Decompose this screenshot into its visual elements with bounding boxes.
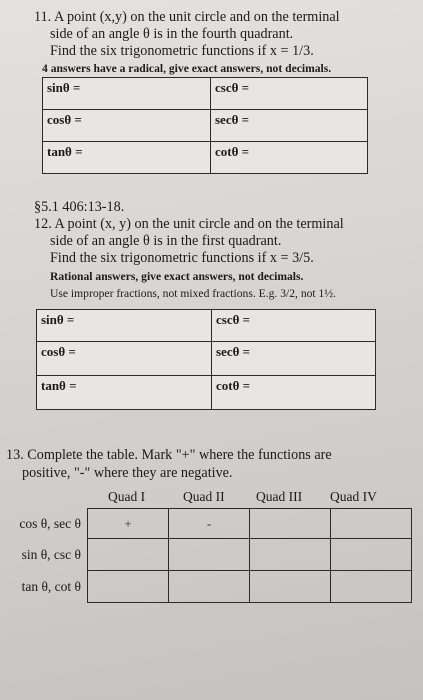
header-quad-2: Quad II bbox=[183, 489, 225, 504]
q11-sec-cell: secθ = bbox=[211, 110, 368, 142]
row-label-sin-csc: sin θ, csc θ bbox=[21, 546, 81, 562]
header-quad-1: Quad I bbox=[108, 489, 146, 504]
q12-tan-cell: tanθ = bbox=[37, 376, 212, 410]
sign-table bbox=[0, 508, 412, 603]
q12-line3: Find the six trigonometric functions if x = 3/5. bbox=[50, 250, 314, 266]
sign-row-cos-sec bbox=[0, 509, 412, 539]
q11-csc-cell: cscθ = bbox=[211, 78, 368, 110]
sign-row-sin-csc bbox=[0, 539, 412, 571]
q12-cot-cell: cotθ = bbox=[212, 376, 376, 410]
q12-note-1: Rational answers, give exact answers, not decimals. bbox=[50, 270, 304, 283]
header-quad-3: Quad III bbox=[256, 489, 303, 504]
q13-line2: positive, "-" where they are negative. bbox=[22, 465, 233, 481]
q12-csc-cell: cscθ = bbox=[212, 310, 376, 342]
q12-sec-cell: secθ = bbox=[212, 342, 376, 376]
cell-sin-q2[interactable] bbox=[169, 539, 250, 571]
cell-sin-q4[interactable] bbox=[331, 539, 412, 571]
cell-sin-q3[interactable] bbox=[250, 539, 331, 571]
q11-line3: Find the six trigonometric functions if x = 1/3. bbox=[50, 43, 314, 59]
cell-cos-q3[interactable] bbox=[250, 509, 331, 539]
sign-row-tan-cot bbox=[0, 571, 412, 603]
cell-sin-q1[interactable] bbox=[88, 539, 169, 571]
cell-tan-q4[interactable] bbox=[331, 571, 412, 603]
cell-tan-q3[interactable] bbox=[250, 571, 331, 603]
cell-tan-q1[interactable] bbox=[88, 571, 169, 603]
q11-line1: 11. A point (x,y) on the unit circle and on the terminal bbox=[34, 9, 340, 25]
q12-line2: side of an angle θ is in the first quadrant. bbox=[50, 233, 282, 249]
section-reference: §5.1 406:13-18. bbox=[34, 199, 125, 215]
q11-line2: side of an angle θ is in the fourth quadrant. bbox=[50, 26, 294, 42]
q12-sin-cell: sinθ = bbox=[37, 310, 212, 342]
q12-note-2: Use improper fractions, not mixed fractions. E.g. 3/2, not 1½. bbox=[50, 287, 336, 300]
cell-cos-q4[interactable] bbox=[331, 509, 412, 539]
cell-cos-q1[interactable]: + bbox=[88, 509, 169, 539]
q11-note: 4 answers have a radical, give exact answers, not decimals. bbox=[42, 62, 332, 75]
row-label-cos-sec: cos θ, sec θ bbox=[19, 515, 81, 531]
q12-line1: 12. A point (x, y) on the unit circle and on the terminal bbox=[34, 216, 344, 232]
q11-cos-cell: cosθ = bbox=[43, 110, 211, 142]
q12-answer-table bbox=[36, 309, 376, 410]
cell-tan-q2[interactable] bbox=[169, 571, 250, 603]
q11-tan-cell: tanθ = bbox=[43, 142, 211, 174]
q12-cos-cell: cosθ = bbox=[37, 342, 212, 376]
q11-sin-cell: sinθ = bbox=[43, 78, 211, 110]
q11-cot-cell: cotθ = bbox=[211, 142, 368, 174]
cell-cos-q2[interactable]: - bbox=[169, 509, 250, 539]
row-label-tan-cot: tan θ, cot θ bbox=[21, 578, 81, 594]
header-quad-4: Quad IV bbox=[330, 489, 377, 504]
q13-line1: 13. Complete the table. Mark "+" where the functions are bbox=[6, 447, 332, 463]
q11-answer-table bbox=[42, 77, 368, 174]
